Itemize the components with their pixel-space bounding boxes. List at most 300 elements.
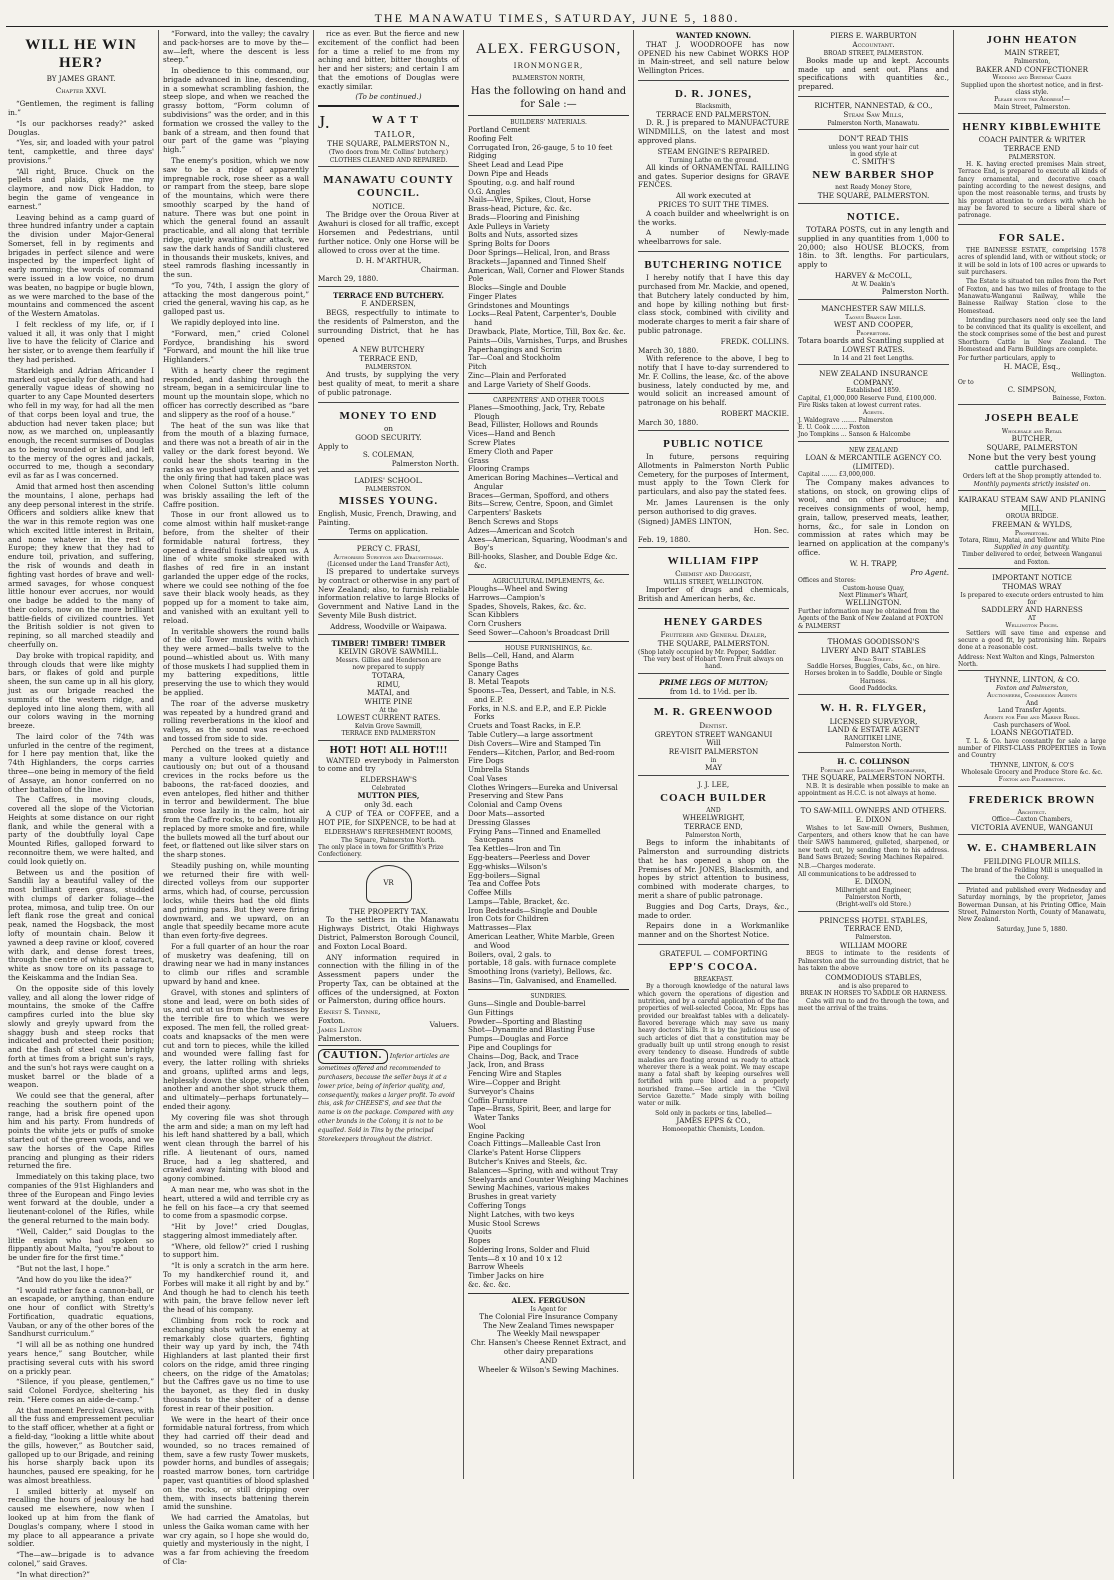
- ad-trade: Fruiterer and General Dealer,: [660, 630, 767, 640]
- ad-body: Wishes to let Saw-mill Owners, Bushmen, Carpenters, and others know that he can have their SAWS hammered, gulleted, sharpened, or new teeth cut, by sending them to his address. Band Saws Brazed; Sewing Machines Repaired.: [798, 824, 949, 862]
- ad-text: Foxton and Palmerston.: [998, 776, 1066, 784]
- ad-body: N.B. It is desirable when possible to make an appointment as H.C.C. is not always at home.: [798, 782, 949, 797]
- story-text: [8, 100, 154, 1579]
- ad-name: MISSES YOUNG.: [338, 494, 439, 507]
- ad-footer: CLOTHES CLEANED AND REPAIRED.: [329, 156, 448, 164]
- ad-name: ALEX. FERGUSON,: [475, 41, 622, 57]
- ad-title: NEW ZEALAND INSURANCE COMPANY.: [819, 368, 928, 387]
- ad-text: The very best of Hobart Town Fruit always on hand.: [643, 656, 784, 671]
- ad-role: Accountant.: [852, 39, 895, 49]
- valuer-name: James Linton: [318, 1024, 362, 1034]
- list-item: Fenders—Kitchen, Parlor, and Bed-room: [468, 747, 615, 757]
- ad-manchester-mills: [798, 303, 949, 365]
- agency-item: Wheeler & Wilson's Sewing Machines.: [478, 1364, 619, 1374]
- ad-text: All work executed at: [675, 191, 752, 201]
- dropcap: J.: [318, 112, 330, 133]
- list-item: &c. &c. &c.: [468, 1279, 511, 1289]
- ad-text: COMMODIOUS STABLES,: [825, 973, 922, 983]
- ad-subtitle: KELVIN GROVE SAWMILL.: [338, 647, 439, 657]
- list-item: Coach Fittings—Malleable Cast Iron: [468, 1139, 601, 1149]
- ad-body: Totara boards and Scantling supplied at: [798, 335, 945, 345]
- ad-name: W. H. R. FLYGER,: [820, 702, 927, 715]
- ad-ladies-school: [318, 475, 459, 540]
- list-item: Music Stool Screws: [468, 1218, 540, 1228]
- ad-text: Wellington Prices.: [1005, 622, 1059, 630]
- ad-name: E. DIXON,: [854, 876, 893, 886]
- ad-trade: BAKER AND CONFECTIONER: [975, 64, 1089, 74]
- ad-nz-insurance: [798, 368, 949, 442]
- list-item: Adzes—American and Scotch: [468, 525, 575, 535]
- ad-text: Further information may be obtained from the Agents of the Bank of New Zealand at FOXTON & PALMERST: [798, 608, 944, 630]
- ad-text: LOANS NEGOTIATED.: [990, 727, 1074, 737]
- ad-trade: NEW BARBER SHOP: [812, 169, 935, 182]
- list-item: Bits—Screw, Centre, Spoon, and Gimlet: [468, 499, 613, 509]
- story-paragraph: Immediately on this taking place, two companies of the 91st Highlanders and three of the European and Fingo levies went forward at the double, under a lieutenant-colonel of the Rifles, while the general returned to the main body.: [8, 1172, 154, 1226]
- ad-text: now prepared to supply: [352, 664, 425, 672]
- ad-name: RICHTER, NANNESTAD, & CO.,: [814, 101, 933, 110]
- ad-text: in good style at: [850, 150, 897, 158]
- story-paragraph: We had carried the Amatolas, but unless the Gaika woman came with her war cry again, so I hope she would do, quietly and mysteriously in the night, I was a far from achieving the freedom of Cla-: [163, 1513, 309, 1567]
- ad-mutton-pies: [318, 744, 459, 862]
- list-item: Ridging: [468, 151, 497, 161]
- agent-row: Jno Tompkins ... Sanson & Halcombe: [798, 431, 911, 439]
- ad-body: Repairs done in a Workmanlike manner and on the Shortest Notice.: [638, 921, 789, 940]
- ad-text: Agents.: [862, 409, 885, 417]
- ad-text: At W. Deakin's: [851, 280, 896, 288]
- valuer-place: Palmerston.: [318, 1033, 362, 1043]
- ad-title: THOMAS GOODISSON'S: [827, 637, 920, 646]
- ad-text: Wedding and Birthday Cakes: [992, 74, 1072, 82]
- list-item: Ploughs—Wheel and Swing: [468, 583, 568, 593]
- valuers-label: Valuers.: [429, 1020, 459, 1030]
- list-item: Frying Pans—Tinned and Enamelled Saucepans: [468, 826, 601, 845]
- ad-role: Proprietors.: [856, 329, 891, 337]
- story-paragraph: In obedience to this command, our brigade advanced in line, descending, in a somewhat scrambling fashion, the steep slope, and when we reached the grassy bottom, “Form column of subdivisions” was the order, and in this formation we crossed the valley to the bank of a stream, and then found that our part of the game was “playing high.”: [163, 66, 309, 155]
- ad-caution: [318, 1049, 459, 1143]
- ad-princess-stables: [798, 915, 949, 1017]
- ad-place: Wellington.: [1071, 371, 1106, 379]
- ad-mutton: [638, 677, 789, 700]
- list-item: Shot—Dynamite and Blasting Fuse: [468, 1025, 595, 1035]
- ad-place: WELLINGTON.: [845, 598, 902, 608]
- list-item: Preserving and Stew Pans: [468, 791, 564, 801]
- ad-place: Palmerston North.: [391, 459, 459, 469]
- ad-butchering-notice: [638, 255, 789, 431]
- story-paragraph: “I will all be as nothing one hundred years hence,” sang Boutcher, while practising several cuts with his sword on a prickly pear.: [8, 1340, 154, 1376]
- ad-name: ELDERSHAW'S: [360, 775, 417, 785]
- ad-body: Books made up and kept. Accounts made up and sent out. Plans and specifications with quantities &c., prepared.: [798, 55, 949, 92]
- ad-role: Pro Agent.: [910, 567, 949, 577]
- story-paragraph: Steadily pushing on, while mounting we returned their fire with well-directed volleys from our supporter arms, which had, of course, percussion locks, while theirs had the old flints and priming pans. But they were firing downward, and we upward, on an angle that speedily became more acute than even forty-five degrees.: [163, 860, 309, 941]
- ad-text: RE-VISIT PALMERSTON: [668, 747, 759, 757]
- list-item: Coffee Mills: [468, 888, 512, 898]
- list-item: Balances—Spring, with and without Tray: [468, 1165, 618, 1175]
- ad-watt-tailor: [318, 110, 459, 167]
- section-heading: AGRICULTURAL IMPLEMENTS, &c.: [492, 577, 605, 585]
- list-item: Grindstones and Mountings: [468, 300, 570, 310]
- column-7: [954, 30, 1110, 1479]
- ad-body: Buggies and Dog Carts, Drays, &c., made to order.: [638, 901, 789, 920]
- list-item: Corrugated Iron, 26-gauge, 5 to 10 feet: [468, 142, 613, 152]
- ad-text: Supplied in any quantity.: [994, 544, 1070, 552]
- ad-date: March 29, 1880.: [318, 273, 379, 283]
- list-item: Powder—Sporting and Blasting: [468, 1016, 583, 1026]
- ad-butcher-beale: [958, 408, 1106, 491]
- ad-place: TERRACE END PALMERSTON.: [656, 109, 771, 119]
- valuer-name: Ernest S. Thynne,: [318, 1007, 381, 1017]
- list-agencies: [468, 1313, 629, 1374]
- ad-role: Portrait and Landscape Photographer,: [820, 766, 927, 774]
- ad-coachbuilder: [638, 779, 789, 945]
- list-item: Bolts and Nuts, assorted sizes: [468, 230, 578, 240]
- ad-place: Palmerston North.: [845, 742, 902, 750]
- ad-body: IS prepared to undertake surveys by contract or otherwise in any part of New Zealand; also, to furnish reliable information relative to large Blocks of Government and Native Land in the Seventy Mile Bush district.: [318, 567, 459, 621]
- ad-kairakau-mill: [958, 494, 1106, 569]
- list-item: Dish Covers—Wire and Stamped Tin: [468, 738, 601, 748]
- list-item: Finger Plates: [468, 291, 517, 301]
- ad-text: ELDERSHAW'S REFRESHMENT ROOMS,: [324, 829, 453, 837]
- ad-trade: BUTCHER,: [1011, 433, 1053, 443]
- story-paragraph: Day broke with tropical rapidity, and through clouds that were like mighty bars, or flakes of gold and purple sheen, the sun came up in all his glory, just as our brigade reached the summits of the western ridge, and deployed into line along them, with all our colors waving in the morning breeze.: [8, 650, 154, 731]
- ad-flour-mills: [958, 838, 1106, 884]
- list-item: Canary Cages: [468, 668, 519, 678]
- ad-saddlery: [958, 572, 1106, 671]
- list-item: Paperhangings and Scrim: [468, 344, 563, 354]
- ad-text: Apply to: [318, 441, 349, 451]
- list-item: Steelyards and Counter Weighing Machines: [468, 1174, 629, 1184]
- ad-title: THE PROPERTY TAX.: [349, 906, 428, 916]
- ad-name: W. E. CHAMBERLAIN: [966, 842, 1098, 855]
- ad-text: WHEELWRIGHT,: [682, 813, 745, 823]
- ad-item: RIMU,: [376, 679, 401, 689]
- list-item: Pumps—Douglas and Force: [468, 1034, 569, 1044]
- ad-text: next Ready Money Store,: [835, 184, 912, 192]
- ad-text: In 14 and 21 feet Lengths.: [833, 354, 914, 362]
- list-item: Egg-beaters—Peerless and Dover: [468, 852, 590, 862]
- list-item: Blocks—Single and Double: [468, 283, 567, 293]
- ad-butchery: [318, 290, 459, 403]
- list-item: B. Metal Teapots: [468, 677, 530, 687]
- ad-body: Saddle Horses, Buggies, Cabs, &c., on hire.: [806, 662, 941, 670]
- list-item: Locks—Real Patent, Carpenter's, Double hand: [468, 309, 617, 328]
- ad-text: Timber delivered to order, between Wanganui and Foxton.: [962, 551, 1102, 566]
- ad-thynne-linton: [958, 674, 1106, 786]
- list-item: American, Wall, Corner and Flower Stands: [468, 265, 625, 275]
- ad-text: STEAM ENGINE'S REPAIRED.: [657, 146, 770, 156]
- ad-text: The only place in town for Griffith's Prize Confectionery.: [318, 844, 444, 859]
- list-item: portable, 18 gals. with furnace complete: [468, 958, 617, 968]
- ad-property-tax: [318, 906, 459, 1047]
- story-paragraph: With a hearty cheer the regiment responded, and dashing through the stream, began in a semicircular line to mount up the mountain slope, which no officer has correctly described as “bare and slippery as the roof of a house.”: [163, 365, 309, 419]
- list-item: Mattrasses—Flax: [468, 923, 532, 933]
- ad-body: The brand of the Feilding Mill is unequalled in the Colony.: [961, 866, 1103, 881]
- story-paragraph: I smiled bitterly at myself on recalling the hours of jealousy he had caused me elsewhere, now when I looked up at him from the flank of Douglas's company, where I stood in my place to all appearance a private soldier.: [8, 1486, 154, 1549]
- seal-text: VR: [383, 879, 394, 888]
- section-heading: BUILDERS' MATERIALS.: [510, 118, 587, 126]
- ad-trade: IRONMONGER,: [513, 61, 584, 71]
- list-item: Coal Vases: [468, 773, 508, 783]
- list-item: Colonial and Camp Ovens: [468, 800, 563, 810]
- ad-address: GREYTON STREET WANGANUI: [654, 729, 773, 739]
- list-item: Spouting, o.g. and half round: [468, 177, 575, 187]
- masthead: [6, 0, 1108, 27]
- ad-coach-painter: [958, 117, 1106, 225]
- story-paragraph: On the opposite side of this lovely valley, and all along the lower ridge of mountains, the smoke of the Caffre campfires curled into the blue sky slowly and greyly upward from the shaggy bush and steep rocks that indicated and protected their position; and the flash of steel came brightly forth at times from a bright sun's rays, and the sun's hot rays were caught on a musket barrel or the blade of a weapon.: [8, 983, 154, 1090]
- ad-signature: FREDK. COLLINS.: [720, 336, 789, 346]
- list-item: Gun Fittings: [468, 1007, 514, 1017]
- story-paragraph: We were in the heart of their once formidable natural fortress, from which they had carried off their dead and wounded, so no traces remained of them, save a few rusty Tower muskets, powder horns, and bundles of assegais; roasted marrow bones, torn cartridge paper, vast quantities of blood splashed on the rocks, or still dripping over them, with insects battening therein amid the sunshine.: [163, 1414, 309, 1512]
- story-paragraph: Starkleigh and Adrian Africander I marked out specially for death, and had generally vague ideas of showing no quarter to any Cape Mounted deserters who fell in my way, for had all the men of that corps been loyal and true, the abduction had never taken place; but now, as we marched on, unpleasantly enough, the recent surmises of Douglas as to being wounded or killed, and left to the mercy of the ogres and jackals, occurred to me, though a secondary evil as far as I was concerned.: [8, 365, 154, 481]
- ad-body: A number of Newly-made wheelbarrows for sale.: [638, 228, 789, 247]
- ad-name: FREDERICK BROWN: [968, 793, 1096, 806]
- list-item: Zinc—Plain and Perforated: [468, 370, 567, 380]
- ad-text: MAY: [704, 763, 722, 773]
- ad-role: Architect.: [1017, 808, 1047, 816]
- ad-body: Totara, Rimu, Matai, and Yellow and White Pine: [959, 536, 1105, 544]
- list-item: Sheet Lead and Lead Pipe: [468, 160, 564, 170]
- list-item: Egg-whisks—Wilson's: [468, 861, 548, 871]
- story-paragraph: “All right, Bruce. Chuck on the pellets and plaids, give me my claymore, and now Dick Haddon, to begin the game of vengeance in earnest.”: [8, 166, 154, 211]
- ad-text: Sold only in packets or tins, labelled—: [655, 1109, 772, 1117]
- ad-text: At the: [379, 706, 398, 714]
- list-agricultural: [468, 585, 629, 638]
- ad-timber: [318, 638, 459, 741]
- list-item: Night Latches, with two keys: [468, 1209, 575, 1219]
- list-item: Cruets and Toast Racks, in E.P.: [468, 721, 582, 731]
- ad-text: N.B.—Charges moderate.: [798, 863, 876, 871]
- ad-name: J. J. LEE,: [697, 779, 730, 789]
- list-item: Flooring Cramps: [468, 464, 530, 474]
- ad-body: The Estate is situated ten miles from the Port of Foxton, and has two miles of frontage to the Manawatu-Wanganui Railway, while the Bainesse Railway Station close to the Homestead.: [958, 278, 1106, 315]
- list-item: Tar—Coal and Stockholm: [468, 353, 561, 363]
- royal-arms-seal: [366, 865, 412, 903]
- ad-text: Or to: [958, 378, 974, 386]
- story-paragraph: “Gentlemen, the regiment is falling in.”: [8, 99, 154, 117]
- ad-name: PIERS E. WARBURTON: [830, 31, 917, 40]
- ad-text: THYNNE, LINTON, & CO'S: [990, 761, 1074, 769]
- list-item: Fencing Wire and Staples: [468, 1069, 562, 1079]
- list-item: Dressing Glasses: [468, 817, 531, 827]
- masthead-title: THE MANAWATU TIMES, SATURDAY, JUNE 5, 1880.: [374, 11, 740, 26]
- ad-address: SQUARE, PALMERSTON: [986, 442, 1078, 452]
- ad-name: THYNNE, LINTON, & CO.: [984, 675, 1080, 685]
- ad-text: Custom-house Quay,: [842, 584, 905, 592]
- ad-role: Chairman.: [420, 265, 459, 275]
- story-paragraph: The Caffres, in moving clouds, covered all the slope of the Victorian Heights at some distance on our right flank, and while the general with a party of the doubtfully loyal Cape Mounted Rifles, galloped forward to reconnoitre them, we were halted, and could look quietly on.: [8, 795, 154, 866]
- ad-role: LICENSED SURVEYOR,: [829, 716, 918, 726]
- page-columns: [4, 29, 1110, 1579]
- list-item: Drawback, Plate, Mortice, Till, Box &c. &c.: [468, 327, 626, 337]
- ad-name: JAMES EPPS & CO.,: [676, 1116, 751, 1126]
- list-item: Surveyor's Chains: [468, 1086, 535, 1096]
- list-item: Paints—Oils, Varnishes, Turps, and Brushes: [468, 335, 628, 345]
- ad-address: THE SQUARE, PALMERSTON.: [817, 190, 930, 200]
- ad-trade: TAILOR,: [374, 129, 416, 139]
- list-item: O.G. Angles: [468, 186, 511, 196]
- ad-name: ALEX. FERGUSON: [511, 1295, 586, 1305]
- story-paragraph: For a full quarter of an hour the roar of musketry was deafening, till on drawing near we had in many instances to climb our rifles and scramble upward by hand and knee.: [163, 941, 309, 987]
- ad-text: Terms on application.: [349, 526, 428, 536]
- column-4: [464, 30, 634, 1479]
- list-house: [468, 652, 629, 986]
- column-2: [159, 29, 314, 1567]
- ad-item: MATAI, and: [367, 688, 410, 698]
- ad-price: only 3d. each: [364, 800, 413, 810]
- ad-name: JOSEPH BEALE: [984, 412, 1080, 425]
- list-item: Braces—German, Spofford, and others: [468, 490, 609, 500]
- story-paragraph: My covering file was shot through the arm and side; a man on my left had his left hand shattered by a ball, which went clean through the barrel of his rifle. A lieutenant of ours, named Bruce, had a leg shattered, and crawled away fainting with blood and agony combined.: [163, 1112, 309, 1184]
- ad-body: Importer of drugs and chemicals, British and American herbs, &c.: [638, 585, 789, 604]
- list-item: Tea and Coffee Pots: [468, 879, 541, 889]
- ad-body: T. L. & Co. have constantly for sale a large number of FIRST-CLASS PROPERTIES in Town and Country: [958, 737, 1106, 760]
- ad-role: Millwright and Engineer,: [835, 886, 912, 894]
- ad-body: I hereby notify that I have this day purchased from Mr. Mackie, and opened, that Butchery lately conducted by him, and hope by killing nothing but first-class stock, combined with civility and moderate charges to merit a fair share of public patronage.: [638, 273, 789, 335]
- list-item: Fire Dogs: [468, 756, 504, 766]
- ad-name: HENEY GARDES: [663, 615, 764, 628]
- story-paragraph: The roar of the adverse musketry was repeated by a hundred grand and rolling reverberations in the kloof and valleys, as the sound was re-echoed and tossed from side to side.: [163, 698, 309, 743]
- ad-text: Offices and Stores:: [798, 577, 856, 585]
- ad-text: LOWEST RATES.: [842, 344, 905, 354]
- ad-body: TOTARA POSTS, cut in any length and supplied in any quantities from 1,000 to 20,000; also HOUSE BLOCKS, from 18in. to 3ft. lengths. For particulars, apply to: [798, 224, 949, 270]
- story-paragraph: “It is only a scratch in the arm here. To my handkerchief round it, and Forbes will make it all right by and by.” And though he had to clench his teeth with pain, the brave fellow never left the head of his company.: [163, 1261, 309, 1315]
- ad-wanted-known: [638, 30, 789, 81]
- list-item: Tape—Brass, Spirit, Beer, and large for Water Tanks: [468, 1104, 611, 1123]
- ad-name: WILLIAM MOORE: [839, 940, 908, 950]
- ad-body: By a thorough knowledge of the natural laws which govern the operations of digestion and nutrition, and by a careful application of the fine properties of well-selected Cocoa, Mr. Epps has provided our breakfast tables with a delicately-flavored beverage which may save us many heavy doctors' bills. It is by the judicious use of such articles of diet that a constitution may be gradually built up until strong enough to resist every tendency to disease. Hundreds of subtle maladies are floating around us ready to attack wherever there is a weak point. We may escape many a fatal shaft by keeping ourselves well fortified with pure blood and a properly nourished frame.—See article in the “Civil Service Gazette.” Made simply with boiling water or milk.: [638, 983, 789, 1108]
- ad-title: LOAN & MERCANTILE AGENCY CO. (LIMITED).: [805, 452, 942, 471]
- ad-place: Palmerston North, Manawatu.: [827, 119, 920, 127]
- ad-text: Celebrated: [371, 784, 406, 792]
- list-item: Bench Screws and Stops: [468, 516, 559, 526]
- list-item: Screw Plates: [468, 437, 516, 447]
- list-item: Iron Cots for Children: [468, 914, 549, 924]
- ad-name: WILLIAM FIPP: [667, 554, 760, 567]
- ad-body: English, Music, French, Drawing, and Painting.: [318, 509, 457, 528]
- list-item: Sewing Machines, various makes: [468, 1183, 590, 1193]
- ad-body: THAT J. WOODROOFE has now OPENED his new Cabinet WORKS HOP in Main-street, and sell nature below Wellington Prices.: [638, 39, 789, 76]
- ad-totara-notice: [798, 207, 949, 300]
- list-item: Bill-hooks, Slasher, and Double Edge &c. &c.: [468, 552, 618, 570]
- agency-item: AND: [539, 1355, 558, 1365]
- caution-body: Inferior articles are sometimes offered and recommended to purchasers, because the seller buys it at a lower price, being of inferior quality, and, consequently, makes a larger profit. To avoid this, ask for CHEESE'S, and see that the name is on the package. Compared with any other brands in the Colony, it is not to be equalled. Sold in Tins by the principal Storekeepers throughout the district.: [318, 1053, 455, 1143]
- ad-price: from 1d. to 1½d. per lb.: [669, 686, 758, 696]
- printer-imprint: Printed and published every Wednesday and Saturday mornings, by the proprietor, James Bowerman Dunsan, at his Printing Office, Main Street, Palmerston North, County of Manawatu, New Zealand.: [958, 887, 1106, 924]
- list-item: Scan Kibblers: [468, 610, 519, 620]
- list-item: Tea Kettles—Iron and Tin: [468, 844, 561, 854]
- list-item: Portland Cement: [468, 125, 530, 135]
- ad-title: PRIME LEGS OF MUTTON;: [659, 677, 768, 687]
- ad-body: And trusts, by supplying the very best quality of meat, to merit a share of public patronage.: [318, 370, 459, 397]
- ad-title: KAIRAKAU STEAM SAW AND PLANING MILL,: [958, 494, 1106, 513]
- list-item: Brass-head, Picture, &c. &c.: [468, 204, 572, 214]
- story-paragraph: Perched on the trees at a distance many a vulture looked quietly and cautiously on; but out of a thousand crevices in the rocks before us the baboons, the rat-faced doozies, and even antelopes, fled hither and thither in terror and bewilderment. The blue smoke rose lazily in the calm, hot air from the Caffre rocks, to be continually replaced by more smoke and fire, while the bullets mowed all the turf about our feet, or flattened out like silver stars on the sharp stones.: [163, 744, 309, 860]
- ad-body: H. K. having erected premises Main street, Terrace End, is prepared to execute all kinds of fancy ornamental, and decorative coach painting according to the newest designs, and upon the most reasonable terms, and trusts by his prompt attention to orders with which he may be favored to secure a liberal share of patronage.: [958, 161, 1106, 220]
- list-item: Tents—8 x 10 and 10 x 12: [468, 1253, 563, 1263]
- ad-note: (Shop lately occupied by Mr. Pepper, Saddler.: [638, 648, 777, 656]
- ad-text: Cash purchasers of Wool.: [993, 721, 1071, 729]
- story-paragraph: We could see that the general, after reaching the southern point of the range, had a brisk fire opened upon him and his party. From hundreds of points the white jets or puffs of smoke started out of the green woods, and we saw the horses of the Cape Rifles prancing and plunging as their riders returned the fire.: [8, 1091, 154, 1171]
- serial-title: WILL HE WIN HER?: [25, 37, 137, 72]
- story-paragraph: “Well, Calder,” said Douglas to the little ensign who had spoken so flippantly about Malta, “you're about to be under fire for the first time.”: [8, 1226, 154, 1263]
- ad-place: Foxton and Palmerston,: [995, 685, 1069, 692]
- column-3: [314, 30, 464, 1479]
- ad-heading: PALMERSTON.: [365, 363, 412, 371]
- valuers: [318, 1008, 459, 1043]
- ad-text: TERRACE END PALMERSTON: [341, 730, 436, 738]
- ad-name: W A T T: [371, 114, 419, 127]
- ad-address: The Square, Palmerston North.: [340, 836, 437, 844]
- ad-money-to-lend: [318, 406, 459, 472]
- ad-text: For further particulars, apply to: [958, 355, 1056, 363]
- ad-place: Palmerston.: [855, 934, 892, 942]
- list-item: Smoothing Irons (variety), Bellows, &c.: [468, 967, 612, 977]
- list-item: Butcher's Knives and Steels, &c.: [468, 1157, 588, 1167]
- ad-intro: Has the following on hand and for Sale :—: [470, 86, 627, 110]
- agent-row: J. Waldegrave ........ Palmerston: [798, 416, 893, 424]
- ad-place: PALMERSTON.: [1008, 153, 1056, 161]
- ad-place: TERRACE END,: [684, 822, 743, 832]
- ad-title: MANAWATU COUNTY COUNCIL.: [323, 173, 454, 200]
- column-6: [794, 30, 954, 1479]
- list-item: Spoons—Tea, Dessert, and Table, in N.S. and E.P.: [468, 686, 616, 704]
- ad-text: Established 1859.: [846, 387, 901, 395]
- ad-text: AND: [706, 807, 721, 815]
- ad-place: Palmerston North,: [845, 894, 902, 902]
- list-item: Coffin Furniture: [468, 1095, 528, 1105]
- story-paragraph: “Silence, if you please, gentlemen,” said Colonel Fordyce, sheltering his rein. “Here comes an aide-de-camp.”: [8, 1377, 154, 1404]
- ad-accountant: [798, 30, 949, 97]
- caution-label: CAUTION.: [318, 1049, 388, 1064]
- list-item: Bead, Fillister, Hollows and Rounds: [468, 420, 598, 430]
- ad-subtitle: BREAKFAST.: [693, 976, 734, 984]
- ad-body: D. R. J is prepared to MANUFACTURE WINDMILLS, on the latest and most approved plans.: [638, 118, 789, 145]
- ad-title: TO SAW-MILL OWNERS AND OTHERS.: [800, 806, 947, 816]
- list-item: Timber Jacks on hire: [468, 1271, 544, 1281]
- story-paragraph: A man near me, who was shot in the heart, uttered a wild and terrible cry as he fell on his face—a cry that seemed to come from a spasmodic corpse.: [163, 1185, 309, 1221]
- ad-baker: [958, 30, 1106, 114]
- story-paragraph: Amid that armed host then ascending the mountains, I alone, perhaps had any deep personal interest in the strife. Officers and soldiers alike knew that the war in this remote region was one which excited little interest in Britain, and none whatever in the rest of Europe; they knew that they had to endure toil, privation, and suffering, the risk of wounds and death in fighting vast hordes of brave and well-armed savages, for whose conquest little honour ever accrues, nor would one badge be added to the many of their colors, now on the more brilliant battle-fields of civilized countries. Yet the British soldier is not given to repining, so all marched steadily and cheerfully on.: [8, 481, 154, 650]
- ad-address: BROAD STREET, PALMERSTON.: [823, 49, 924, 57]
- story-paragraph: The enemy's position, which we now saw to be a ridge of apparently impregnable rock, rose sheer as a wall or rampart from the steep, bare slope of the mountains, which were there smoothly scarped by the hand of nature. There was but one point in which the general found an assault practicable, and all along that terrible ridge, quietly awaiting our attack, we saw the dark hands of Sandili clustered in thousands their muskets, knives, and steel ramrods flashing incessantly in the sun.: [163, 155, 309, 280]
- ad-date: March 30, 1880.: [638, 345, 699, 355]
- imprint-date: Saturday, June 5, 1880.: [996, 925, 1068, 933]
- list-item: Roofing Felt: [468, 133, 513, 143]
- section-heading: HOUSE FURNISHINGS, &c.: [504, 644, 593, 652]
- ad-text: Is Agent for: [530, 1305, 567, 1313]
- ad-text: PRICES TO SUIT THE TIMES.: [658, 199, 769, 209]
- agency-item: Chr. Hansen's Cheese Rennet Extract, and other dairy preparations: [470, 1338, 627, 1356]
- ad-public-notice: [638, 434, 789, 548]
- list-item: Barrow Wheels: [468, 1262, 524, 1272]
- ad-address: Address, Woodville or Waipawa.: [330, 621, 447, 631]
- story-paragraph: “To you, 74th, I assign the glory of attacking the most dangerous point,” cried the general, waving his cap, as he galloped past us.: [163, 280, 309, 317]
- list-item: Harrows—Campion's: [468, 592, 545, 602]
- ad-title: TIMBER! TIMBER! TIMBER: [331, 638, 446, 648]
- ad-name: S. COLEMAN,: [362, 450, 415, 460]
- ad-body: Mr. James Laurensen is the only person authorised to dig graves.: [638, 497, 789, 516]
- story-paragraph: “Is our packhorses ready?” asked Douglas.: [8, 118, 154, 137]
- ad-text: and is also prepared to: [838, 983, 909, 991]
- story-paragraph: “The—aw—brigade is to advance colonel,” said Graves.: [8, 1550, 154, 1568]
- serial-author: BY JAMES GRANT.: [46, 73, 116, 83]
- ad-title: HOT! HOT! ALL HOT!!!: [329, 745, 448, 756]
- ad-address: VICTORIA AVENUE, WANGANUI: [970, 822, 1093, 832]
- ad-text: MUTTON PIES,: [357, 791, 420, 801]
- story-paragraph: “And how do you like the idea?”: [16, 1274, 132, 1284]
- story-paragraph: “Yes, sir, and loaded with your patrol tent, campkettle, and three days' provisions.”: [8, 138, 154, 165]
- list-item: Sponge Baths: [468, 659, 519, 669]
- ad-text: in: [710, 756, 717, 764]
